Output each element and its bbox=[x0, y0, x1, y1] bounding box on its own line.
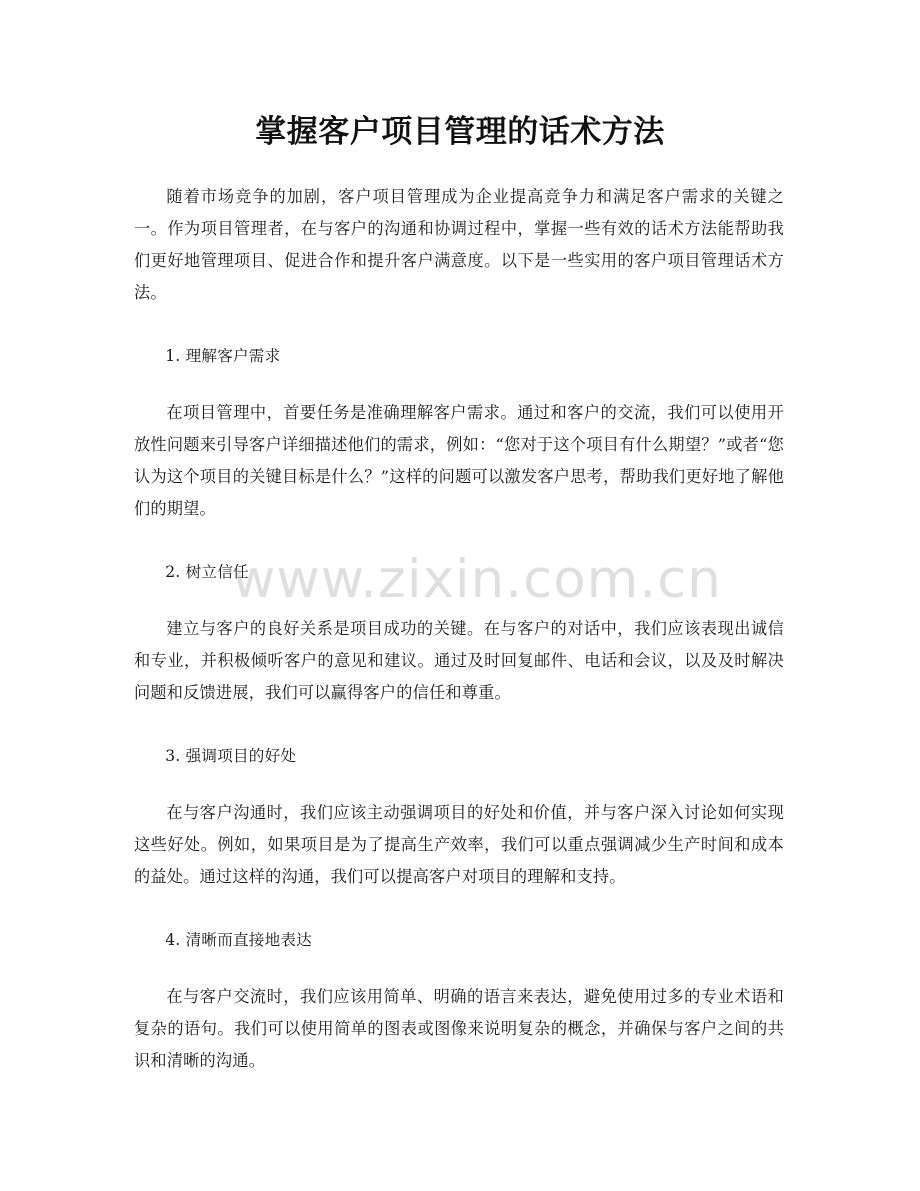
section-heading-3: 3. 强调项目的好处 bbox=[165, 747, 297, 765]
intro-paragraph: 随着市场竞争的加剧，客户项目管理成为企业提高竞争力和满足客户需求的关键之一。作为项目管理者，在与客户的沟通和协调过程中，掌握一些有效的话术方法能帮助我们更好地管理项目、促进合作和提升客户满意度。以下是一些实用的客户项目管理话术方法。 bbox=[134, 187, 784, 302]
watermark: www.zixin.com.cn bbox=[232, 549, 722, 610]
section-body-3: 在与客户沟通时，我们应该主动强调项目的好处和价值，并与客户深入讨论如何实现这些好处。例如，如果项目是为了提高生产效率，我们可以重点强调减少生产时间和成本的益处。通过这样的沟通，我们可以提高客户对项目的理解和支持。 bbox=[134, 803, 784, 886]
document-title: 掌握客户项目管理的话术方法 bbox=[255, 114, 665, 150]
document-body bbox=[134, 181, 784, 1108]
section-heading-2: 2. 树立信任 bbox=[165, 563, 249, 581]
section-body-4: 在与客户交流时，我们应该用简单、明确的语言来表达，避免使用过多的专业术语和复杂的语句。我们可以使用简单的图表或图像来说明复杂的概念，并确保与客户之间的共识和清晰的沟通。 bbox=[134, 987, 784, 1070]
section-heading-4: 4. 清晰而直接地表达 bbox=[165, 931, 312, 949]
section-body-1: 在项目管理中，首要任务是准确理解客户需求。通过和客户的交流，我们可以使用开放性问题来引导客户详细描述他们的需求，例如：“您对于这个项目有什么期望？”或者“您认为这个项目的关键目标是什么？”这样的问题可以激发客户思考，帮助我们更好地了解他们的期望。 bbox=[134, 403, 784, 518]
section-heading-1: 1. 理解客户需求 bbox=[165, 347, 281, 365]
section-body-2: 建立与客户的良好关系是项目成功的关键。在与客户的对话中，我们应该表现出诚信和专业，并积极倾听客户的意见和建议。通过及时回复邮件、电话和会议，以及及时解决问题和反馈进展，我们可以赢得客户的信任和尊重。 bbox=[134, 619, 784, 702]
